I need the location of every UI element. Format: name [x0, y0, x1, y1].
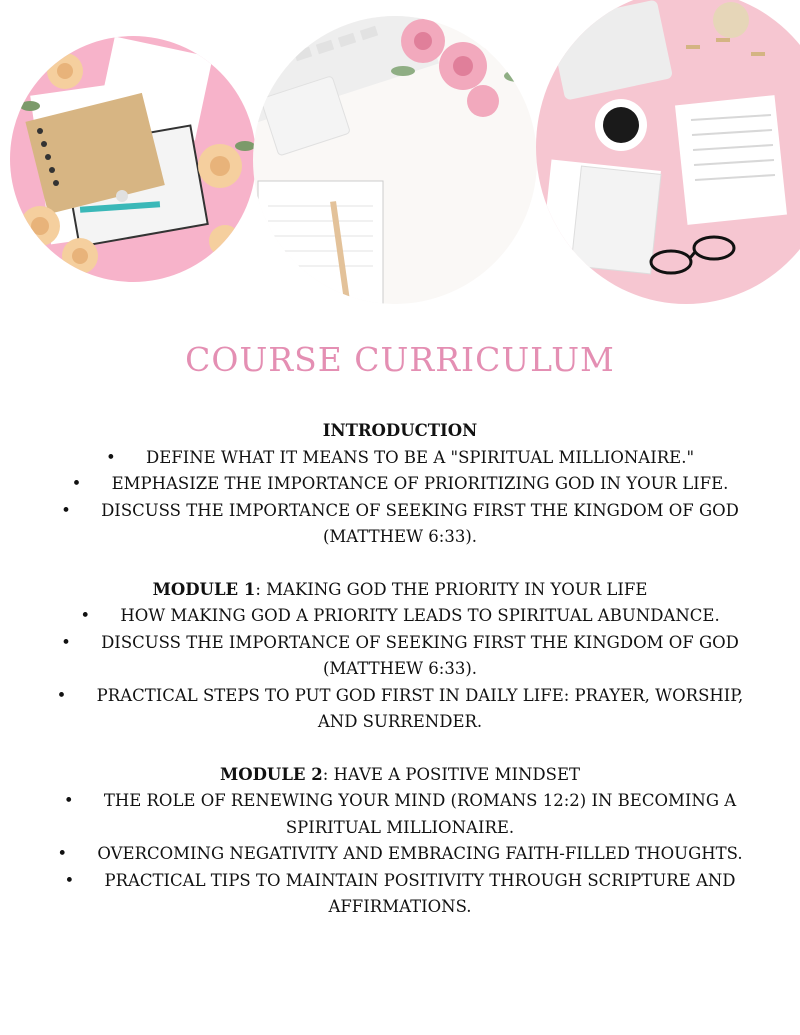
section-heading — [0, 577, 800, 604]
page-title: COURSE CURRICULUM — [185, 340, 615, 379]
section-heading-bold: INTRODUCTION — [322, 421, 478, 440]
list-item — [0, 630, 800, 683]
bullet-icon: • — [64, 870, 75, 890]
list-item — [0, 788, 800, 841]
section-heading-rest: : MAKING GOD THE PRIORITY IN YOUR LIFE — [255, 579, 648, 599]
bullet-icon: • — [80, 606, 91, 625]
bullet-icon: • — [105, 447, 116, 467]
list-item-text: PRACTICAL TIPS TO MAINTAIN POSITIVITY THROUGH SCRIPTURE AND AFFIRMATIONS. — [104, 870, 736, 916]
list-item-text: THE ROLE OF RENEWING YOUR MIND (ROMANS 12:2) IN BECOMING A SPIRITUAL MILLIONAIRE. — [103, 791, 737, 837]
section-heading — [0, 762, 800, 789]
list-item-text: PRACTICAL STEPS TO PUT GOD FIRST IN DAILY LIFE: PRAYER, WORSHIP, AND SURRENDER. — [96, 685, 744, 731]
bullet-icon: • — [57, 844, 68, 863]
photo-coffee-notebooks-image — [536, 0, 800, 304]
photo-notebook-roses — [10, 36, 256, 282]
list-item — [0, 498, 800, 551]
bullet-icon: • — [63, 791, 74, 810]
bullet-icon: • — [56, 685, 67, 705]
photo-coffee-notebooks — [536, 0, 800, 304]
curriculum-content — [0, 418, 800, 947]
section-module-1 — [0, 577, 800, 736]
list-item-text: HOW MAKING GOD A PRIORITY LEADS TO SPIRITUAL ABUNDANCE. — [120, 606, 720, 625]
bullet-icon: • — [61, 632, 71, 652]
photo-keyboard-peonies-image — [253, 16, 537, 304]
list-item — [0, 868, 800, 921]
list-item-text: DISCUSS THE IMPORTANCE OF SEEKING FIRST THE KINGDOM OF GOD (MATTHEW 6:33). — [101, 632, 739, 678]
list-item-text: DEFINE WHAT IT MEANS TO BE A "SPIRITUAL MILLIONAIRE." — [145, 447, 695, 467]
list-item — [0, 445, 800, 472]
list-item-text: OVERCOMING NEGATIVITY AND EMBRACING FAITH-FILLED THOUGHTS. — [97, 844, 743, 863]
list-item — [0, 603, 800, 630]
photo-notebook-roses-image — [10, 36, 256, 282]
bullet-icon: • — [71, 474, 82, 493]
list-item — [0, 471, 800, 498]
section-heading-rest: : HAVE A POSITIVE MINDSET — [322, 764, 580, 784]
section-heading — [0, 418, 800, 445]
section-heading-bold: MODULE 2 — [219, 764, 323, 784]
list-item-text: DISCUSS THE IMPORTANCE OF SEEKING FIRST THE KINGDOM OF GOD (MATTHEW 6:33). — [101, 500, 739, 546]
section-introduction — [0, 418, 800, 551]
list-item — [0, 683, 800, 736]
section-heading-bold: MODULE 1 — [152, 579, 256, 599]
bullet-icon: • — [61, 500, 71, 520]
section-module-2 — [0, 762, 800, 921]
photo-keyboard-peonies — [253, 16, 537, 304]
list-item-text: EMPHASIZE THE IMPORTANCE OF PRIORITIZING GOD IN YOUR LIFE. — [111, 474, 729, 493]
list-item — [0, 841, 800, 868]
